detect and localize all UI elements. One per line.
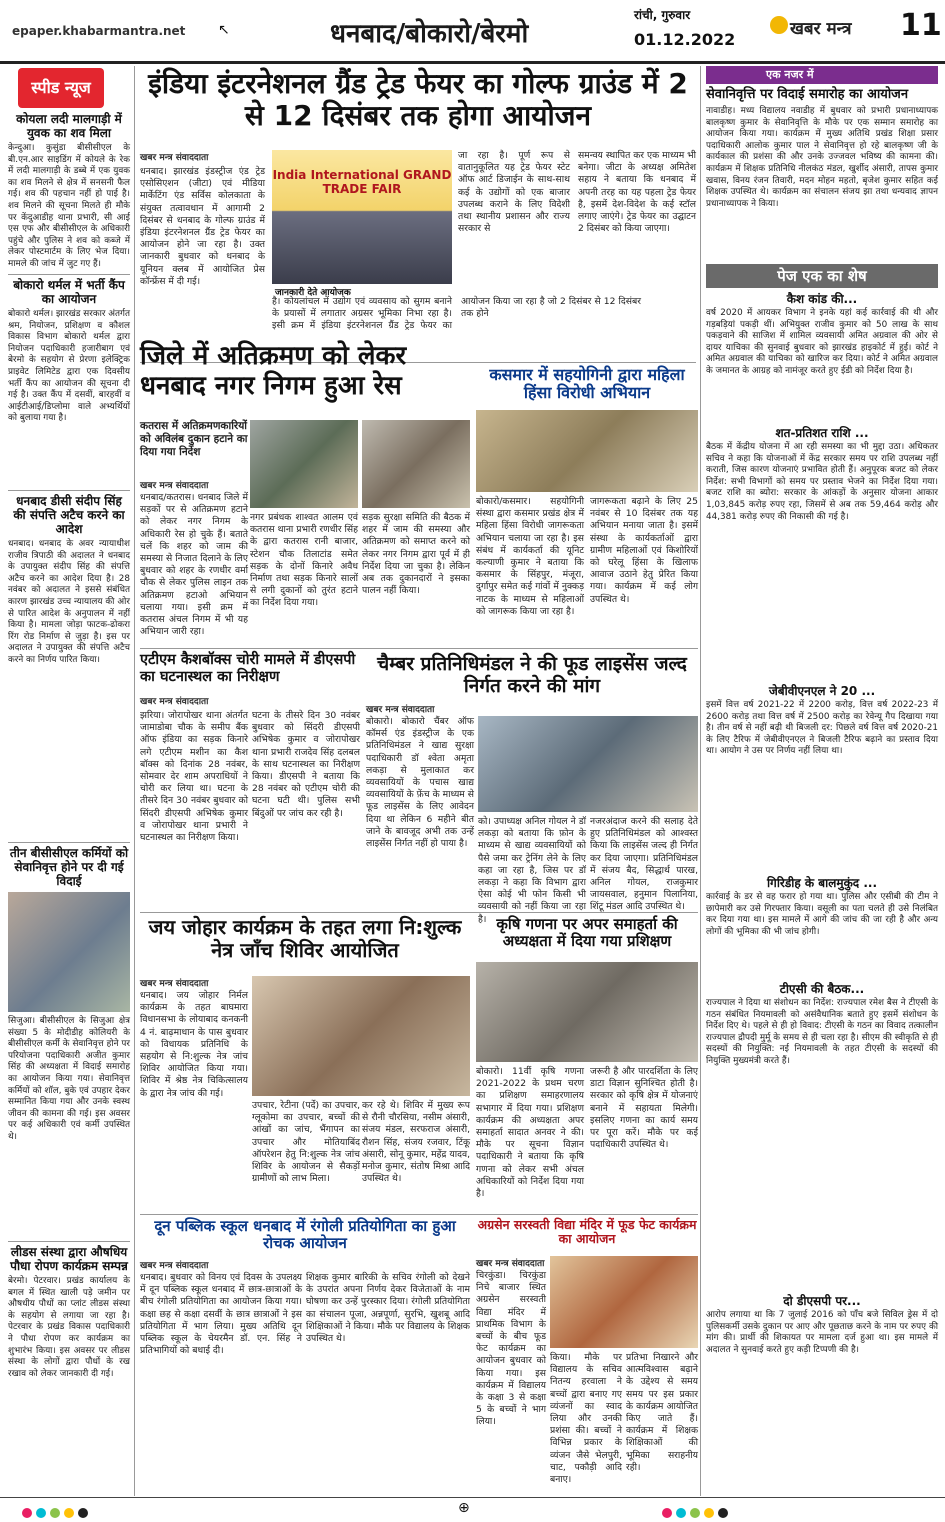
site-url[interactable]: epaper.khabarmantra.net <box>12 24 186 38</box>
color-registration-marks-left <box>20 1503 90 1513</box>
encroach-photo-left <box>250 420 358 508</box>
brief-text: धनबाद। धनबाद के अवर न्यायाधीश राजीव त्रिपाठी की अदालत ने धनबाद के उपायुक्त संदीप सिंह की संपत्ति अटैच करने का आदेश दिया है। 28 नवंबर को अदालत ने इससे संबंधित कारण झारखंड उच्च न्यायालय की ओर से पारित आदेश के अनुपालन में नहीं किया है। मामला जोड़ा फाटक-ढोकरा रिंग रोड निर्माण से जुड़ा है। इस पर अदालत ने उपायुक्त की संपत्ति अटैच करने का निर्णय पारित किया। <box>8 539 130 665</box>
brief-headline: लीडस संस्था द्वारा औषधिय पौधा रोपण कार्यक्रम सम्पन्न <box>10 1245 128 1273</box>
school-headline: दून पब्लिक स्कूल धनबाद में रंगोली प्रतियोगिता का हुआ रोचक आयोजन <box>154 1217 456 1253</box>
byline: खबर मन्त्र संवाददाता <box>140 481 209 491</box>
registration-dot <box>676 1508 686 1518</box>
story-text: धनबाद। झारखंड इंडस्ट्रीज एंड ट्रेड एसोसिएशन (जीटा) एवं मीडिया मार्केटिंग एंड सर्विस कोलकाता के संयुक्त तत्वावधान में आगामी 2 दिसंबर से धनबाद के गोल्फ ग्राउंड में इंडिया इंटरनेशनल ग्रैंड ट्रेड फेयर का आयोजन होने जा रहा है। उक्त जानकारी बुधवार को धनबाद के यूनियन क्लब में आयोजित प्रेस कॉन्फ्रेंस में दी गई। <box>140 166 265 287</box>
story-text: कर रहे थे। शिविर में मुख्य रूप से रौनी चौरसिया, नसीम अंसारी, संजय मंडल, सरफराज अंसारी, रौशन सिंह, संजय रजवार, टिंकू अंसारी, सोनू कुमार, महेंद्र यादव, मनोज कुमार, संतोष मिश्रा आदि उपस्थित थे। <box>362 1100 470 1185</box>
farewell-photo <box>8 892 130 1012</box>
story-text: किया। मौके पर विद्यालय के सचिव नितन्य हरवाला ने बच्चों द्वारा बनाए गए व्यंजनों का स्वाद लिया और उनकी प्रशंसा की। बच्चों ने विभिन्न प्रकार के व्यंजन जैसे भेलपुरी, चाट, पकौड़ी आदि बनाए। <box>550 1352 622 1486</box>
story-text: प्रतिभा निखारने और आत्मविश्वास बढ़ाने के उद्देश्य से समय समय पर इस प्रकार के कार्यक्रम आयोजित किए जाते हैं। कार्यक्रम में शिक्षक शिक्षिकाओं की भूमिका सराहनीय रही। <box>626 1352 698 1473</box>
brand-name: खबर मन्त्र <box>790 19 852 39</box>
brief-headline: कोयला लदी मालगाड़ी में युवक का शव मिला <box>16 112 122 140</box>
at-a-glance-tag: एक नजर में <box>706 66 938 84</box>
edition-date: 01.12.2022 <box>634 30 736 49</box>
story-text: नगर प्रबंधक शाश्वत आलम एवं कतरास थाना प्रभारी रणधीर सिंह के द्वारा कतरास रानी बाजार, स्टेशन चौक तिलाटांड समेत सड़क के दोनों किनारे अवैध निर्माण तथा सड़क किनारे सालों से लगी दुकानों को तुरंत हटाने का निर्देश दिया गया। <box>250 512 358 609</box>
registration-dot <box>662 1508 672 1518</box>
byline: खबर मन्त्र संवाददाता <box>366 705 435 715</box>
trade-fair-banner: India International GRAND TRADE FAIR <box>272 168 452 196</box>
atm-headline: एटीएम कैशबॉक्स चोरी मामले में डीएसपी का घटनास्थल का निरीक्षण <box>140 652 356 685</box>
top-story-headline: इंडिया इंटरनेशनल ग्रैंड ट्रेड फेयर का गोल्फ ग्राउंड में 2 से 12 दिसंबर तक होगा आयोजन <box>148 67 688 133</box>
encroach-subheadline: कतरास में अतिक्रमणकारियों को अविलंब दुकान हटाने का दिया गया निर्देश <box>140 420 248 458</box>
brief-headline: तीन बीसीसीएल कर्मियों को सेवानिवृत्त होने पर दी गई विदाई <box>9 846 129 888</box>
agrasen-headline: अग्रसेन सरस्वती विद्या मंदिर में फूड फेट कार्यक्रम का आयोजन <box>477 1217 697 1247</box>
edition-city-day: रांची, गुरुवार <box>634 8 691 22</box>
divider <box>700 66 701 1496</box>
continued-headline: जेबीवीएनएल ने 20 ... <box>768 684 876 698</box>
story-text: बोकारो। 11वीं कृषि गणना 2021-2022 के प्रथम चरण का प्रशिक्षण समाहरणालय सभागार में दिया गया। प्रशिक्षण कार्यक्रम की अध्यक्षता अपर समाहर्ता सादात अनवर ने की। मौके पर सूचना विज्ञान पदाधिकारी ने बताया कि कृषि गणना को लेकर सभी अंचल अधिकारियों को निर्देश दिया गया है। <box>476 1066 584 1200</box>
kasmar-photo <box>476 410 698 492</box>
crosshair-icon: ⊕ <box>458 1500 470 1516</box>
brief-text: बेरमो। पेटरवार। प्रखंड कार्यालय के बगल में स्थित खाली पड़े जमीन पर औषधीय पौधों का प्लांट लीडस संस्था के सहयोग से लगाया जा रहा है। पेटरवार के प्रखंड विकास पदाधिकारी ने पौधा रोपण कर कार्यक्रम का शुभारंभ किया। इस अवसर पर लीडस संस्था के लोगों द्वारा पौधों के रख रखाव को लेकर जानकारी दी गई। <box>8 1276 130 1379</box>
story-text: धनबाद। जय जोहार निर्मल कार्यक्रम के तहत बाघमारा विधानसभा के लोयाबाद कनकनी 4 नं. बाढ़माधान के पास बुधवार को विधायक प्रतिनिधि के सहयोग से नि:शुल्क नेत्र जांच शिविर आयोजित किया गया। शिविर में श्रेष्ठ नेत्र चिकित्सालय के द्वारा नेत्र जांच की गई। <box>140 990 248 1099</box>
story-text: बोकारो/कसमार। सहयोगिनी संस्था द्वारा कसमार प्रखंड क्षेत्र में महिला हिंसा विरोधी जागरूकता अभियान चलाया जा रहा है। इस संबंध में कार्यकर्ता की यूनिट कल्याणी कुमार ने बताया कि कसमार के सिंहपुर, मंजूरा, दुर्गापुर समेत कई गांवों में नुक्कड़ नाटक के माध्यम से महिलाओं को जागरूक किया जा रहा है। <box>476 496 584 617</box>
continued-headline: शत-प्रतिशत राशि ... <box>775 426 869 440</box>
registration-dot <box>36 1508 46 1518</box>
story-text: झरिया। जोरापोखर थाना अंतर्गत जामाडोबा चौक के समीप बैंक ऑफ इंडिया का सड़क किनारे लगे एटीएम मशीन का कैश बॉक्स को दिनांक 28 नवंबर, सोमवार देर शाम अपराधियों ने चोरी कर लिया था। घटना के तीसरे दिन 30 नवंबर बुधवार को सिंदरी डीएसपी अभिषेक कुमार व जोरापोखर थाना प्रभारी ने घटनास्थल का निरीक्षण किया। <box>140 710 248 844</box>
registration-dot <box>690 1508 700 1518</box>
story-text: है। कोयलांचल में उद्योग एवं व्यवसाय को सुगम बनाने के प्रयासों में लगातार अग्रसर भूमिका निभा रहा है। इसी क्रम में इंडिया इंटरनेशनल ग्रैंड ट्रेड फेयर का आयोजन किया जा रहा है जो 2 दिसंबर से 12 दिसंबर तक होने <box>272 296 641 332</box>
story-text: उपचार, रेटीना (पर्दे) का उपचार, ग्लूकोमा का उपचार, बच्चों की आंखों का जांच, भैंगापन का उपचार और मोतियाबिंद ऑपरेशन हेतु नि:शुल्क नेत्र जांच शिविर के आयोजन से सैकड़ों ग्रामीणों को लाभ मिला। <box>252 1100 360 1185</box>
registration-dot <box>78 1508 88 1518</box>
story-text: को। उपाध्यक्ष अनिल गोयल ने डॉ लकड़ा को बताया कि फ़ोन के माध्यम से खाद्य व्यवसायियों को पैसे जमा कर ट्रेनिंग लेने के लिए कहा जा रहा है, जिस पर डॉ लकड़ा ने कहा कि विभाग द्वारा ऐसा कोई भी फोन किसी भी व्यवसायी को नहीं किया जा रहा है। <box>478 816 586 925</box>
registration-dot <box>64 1508 74 1518</box>
encroach-photo-right <box>362 420 470 508</box>
story-text: धनबाद। बुधवार को विनय एवं दिवस के उपलक्ष्य में दून पब्लिक स्कूल धनबाद में छात्र-छात्राओं के बीच रंगोली प्रतियोगिता का आयोजन किया गया। कक्षा छह से कक्षा दसवीं के छात्र छात्राओं ने इस प्रतियोगिता में भाग लिया। मुख्य अतिथि दून पब्लिक स्कूल के चेयरमैन डॉ. एन. सिंह ने प्रतिभागियों को बधाई दी। <box>140 1272 302 1357</box>
continued-text: राज्यपाल ने दिया था संशोधन का निर्देश: राज्यपाल रमेश बैस ने टीएसी के गठन संबंधित नियमावली को असंवैधानिक बताते हुए इसमें संशोधन के निर्देश दिए थे। पहले से ही हो विवाद: टीएसी के गठन का विवाद तत्कालीन राज्यपाल द्रौपदी मुर्मू के समय से ही चला रहा है। सीएम की स्वीकृति से ही सदस्यों की नियुक्ति: नई नियमावली के तहत टीएसी के सदस्यों की नियुक्ति मुख्यमंत्री करते हैं। <box>706 998 938 1066</box>
photo-caption: जानकारी देते आयोजक <box>272 284 354 299</box>
speed-news-badge: स्पीड न्यूज <box>18 68 104 108</box>
right-headline: सेवानिवृत्ति पर विदाई समारोह का आयोजन <box>706 87 909 102</box>
continued-headline: गिरिडीह के बालमुकुंद ... <box>766 876 878 890</box>
eye-camp-headline: जय जोहार कार्यक्रम के तहत लगा नि:शुल्क नेत्र जाँच शिविर आयोजित <box>148 915 462 962</box>
story-text: बोकारो। बोकारो चैंबर ऑफ कॉमर्स एंड इंडस्ट्रीज के एक प्रतिनिधिमंडल ने खाद्य सुरक्षा पदाधिकारी डॉ श्वेता अमृता लकड़ा से मुलाकात कर व्यवसायियों के पचास खाद्य व्यवसायियों के फ़ेंच के माध्यम से फूड लाइसेंस के लिए आवेदन दिया था लेकिन 6 महीने बीत जाने के बावजूद अभी तक उन्हें लाइसेंस निर्गत नहीं हो पाया है। <box>366 716 474 850</box>
masthead <box>0 0 945 64</box>
continued-headline: दो डीएसपी पर... <box>783 1294 861 1308</box>
byline: खबर मन्त्र संवाददाता <box>140 697 209 707</box>
color-registration-marks-right <box>660 1503 730 1513</box>
story-text: नजरअंदाज करने की सलाह देते हुए प्रतिनिधिमंडल को आश्वस्त किया कि लाइसेंस जल्द ही निर्गत कर दिया जाएगा। प्रतिनिधिमंडल में संजय बैद, सिद्धार्थ पारख, अनिल गोयल, राजकुमार जायसवाल, हनुमान पिलानिया, शिंटू मंडल आदि उपस्थित थे। <box>590 816 698 913</box>
story-text: जा रहा है। पूर्ण रूप से वातानुकूलित यह ट्रेड फेयर स्टेट ऑफ आर्ट डिजाईन के साथ-साथ कई के उद्योगों को एक बाजार उपलब्ध कराने के लिए विदेशी तथा स्थानीय प्रशासन और राज्य सरकार से <box>458 150 570 235</box>
right-text: नावाडीह। मध्य विद्यालय नवाडीह में बुधवार को प्रभारी प्रधानाध्यापक बालकृष्ण कुमार के सेवानिवृत्ति के मौके पर एक सम्मान समारोह का आयोजन किया गया। कार्यक्रम में मुख्य अतिथि प्रखंड शिक्षा प्रसार पदाधिकारी आलोक कुमार पाल ने सेवानिवृत्त हो रहे बालकृष्ण जी के कार्यकाल की प्रशंसा की और उनके उज्जवल भविष्य की कामना की। कार्यक्रम में शिक्षक प्रतिनिधि नीलकंठ मंडल, खुर्शीद अंसारी, तापस कुमार खवास, विनय रंजन तिवारी, मदन मोहन महतो, बृजेश कुमार सहित कई शिक्षक उपस्थित थे। कार्यक्रम का संचालन संजय झा तथा धन्यवाद ज्ञापन प्रधानाध्यापक ने किया। <box>706 106 938 209</box>
brief-text: सिजुआ। बीसीसीएल के सिजुआ क्षेत्र संख्या 5 के मोदीडीह कोलियरी के बीसीसीएल कर्मी के सेवानिवृत्त होने पर परियोजना पदाधिकारी अजीत कुमार सिंह की अध्यक्षता में विदाई समारोह का आयोजन किया गया। सेवानिवृत्त कर्मियों को शॉल, बुके एवं उपहार देकर सम्मानित किया गया और उनके स्वस्थ जीवन की कामना की गई। इस अवसर पर कई अधिकारी एवं कर्मी उपस्थित थे। <box>8 1016 130 1142</box>
brief-text: बोकारो थर्मल। झारखंड सरकार अंतर्गत श्रम, नियोजन, प्रशिक्षण व कौशल विकास विभाग बोकारो थर्मल द्वारा नियोजन पदाधिकारी हजारीबाग एवं बेरमो के सहयोग से प्रेरणा इलेक्ट्रिक प्राइवेट लिमिटेड द्वारा एक दिवसीय भर्ती कैंप का आयोजन की सूचना दी गई है। उक्त कैंप में दसवीं, बारहवीं व आईटीआई/डिप्लोमा वाले अभ्यर्थियों को बुलाया गया है। <box>8 309 130 424</box>
krishi-headline: कृषि गणना पर अपर समाहर्ता की अध्यक्षता में दिया गया प्रशिक्षण <box>496 915 678 951</box>
section-title: धनबाद/बोकारो/बेरमो <box>330 19 529 49</box>
continued-text: कार्रवाई के डर से वह फरार हो गया था। पुलिस और एसीबी की टीम ने छापेमारी कर उसे गिरफ्तार किया। वसूली का पता चलते ही उसे निलंबित कर दिया गया था। इस मामले में आगे की जांच की जा रही है और अन्य लोगों की भूमिका की भी जांच होगी। <box>706 892 938 937</box>
continued-text: बैठक में केंद्रीय योजना में आ रही समस्या का भी मुद्दा उठा। अधिकतर सचिव ने कहा कि योजनाओं में केंद्र सरकार समय पर राशि उपलब्ध नहीं कराती, जिस कारण योजनाएं प्रभावित होती हैं। अनुपूरक बजट को लेकर निर्देश: सभी विभागों को समय पर प्रस्ताव भेजने का निर्देश दिया गया। बजट राशि का ब्योरा: सरकार के आंकड़ों के अनुसार योजना आकार 1,03,845 करोड़ रुपए रहा, जिसमें से अब तक 59,464 करोड़ और 44,381 करोड़ रुपए की निकासी की गई है। <box>706 442 938 522</box>
krishi-photo <box>476 962 698 1062</box>
left-news-column <box>8 112 130 1497</box>
story-text: सड़क सुरक्षा समिति की बैठक में शहर में जाम की समस्या और अतिक्रमण को समाप्त करने को लेकर नगर निगम द्वारा पूर्व में ही निर्देश दिया जा चुका है। लेकिन अब तक दुकानदारों ने इसका पालन नहीं किया। <box>362 512 470 597</box>
continued-box-title: पेज एक का शेष <box>706 264 938 288</box>
continued-text: इसमें वित्त वर्ष 2021-22 में 2200 करोड़, वित्त वर्ष 2022-23 में 2600 करोड़ तथा वित्त वर्ष में 2500 करोड़ का रेवेन्यू गैप दिखाया गया है। तीन वर्ष से नहीं बढ़ी थी बिजली दर: पिछले वर्ष वित्त वर्ष 2020-21 के लिए टैरिफ में जेबीवीएनएल ने बिजली टैरिफ बढ़ाने का प्रस्ताव दिया था। आयोग ने उस पर निर्णय नहीं लिया था। <box>706 700 938 757</box>
registration-dot <box>718 1508 728 1518</box>
encroach-headline: जिले में अतिक्रमण को लेकर धनबाद नगर निगम हुआ रेस <box>140 341 407 401</box>
continued-headline: टीएसी की बैठक... <box>779 982 865 996</box>
chamber-photo <box>478 716 698 812</box>
page-number: 11 <box>900 8 942 43</box>
chamber-headline: चैम्बर प्रतिनिधिमंडल ने की फूड लाइसेंस जल्द निर्गत करने की मांग <box>377 653 687 697</box>
brief-headline: बोकारो थर्मल में भर्ती कैंप का आयोजन <box>13 278 125 306</box>
byline: खबर मन्त्र संवाददाता <box>140 1261 209 1271</box>
story-text: समन्वय स्थापित कर एक माध्यम भी बनेगा। जीटा के अध्यक्ष अमितेश सहाय ने बताया कि धनबाद में अपनी तरह का यह पहला ट्रेड फेयर है, इसमें देश-विदेश के कई स्टॉल लगाए जाएंगे। ट्रेड फेयर का उद्घाटन 2 दिसंबर को किया जाएगा। <box>578 150 696 235</box>
story-text: घटना के तीसरे दिन 30 नवंबर बुधवार को सिंदरी डीएसपी अभिषेक कुमार व जोरापोखर थाना प्रभारी राजदेव सिंह दलबल के साथ घटनास्थल का निरीक्षण किया। डीएसपी ने बताया कि 28 नवंबर को एटीएम चोरी की घटना घटी थी। पुलिस सभी बिंदुओं पर जांच कर रही है। <box>252 710 360 819</box>
continued-text: आरोप लगाया था कि 7 जुलाई 2016 को पाँच बजे सिविल ड्रेस में दो पुलिसकर्मी उसके दुकान पर आए और पूछताछ करने के नाम पर रुपए की मांग की। प्रार्थी की शिकायत पर मामला दर्ज हुआ था। इस मामले में अदालत ने सुनवाई करते हुए कड़ी टिप्पणी की है। <box>706 1310 938 1355</box>
registration-dot <box>50 1508 60 1518</box>
byline: खबर मन्त्र संवाददाता <box>140 153 209 163</box>
trade-fair-photo <box>272 150 452 284</box>
byline: खबर मन्त्र संवाददाता <box>140 979 209 989</box>
brief-headline: धनबाद डीसी संदीप सिंह की संपत्ति अटैच करने का आदेश <box>13 494 125 536</box>
story-text: धनबाद/कतरास। धनबाद जिले में सड़कों पर से अतिक्रमण हटाने को लेकर नगर निगम के अधिकारी रेस हो चुके हैं। बताते चलें कि शहर को जाम की समस्या से निजात दिलाने के लिए बुधवार को शहर के रणधीर वर्मा चौक से लेकर पुलिस लाइन तक अतिक्रमण हटाओ अभियान चलाया गया। इसी क्रम में कतरास अंचल निगम में भी यह अभियान जारी रहा। <box>140 492 248 638</box>
continued-stories <box>706 292 938 1497</box>
cursor-icon: ↖ <box>218 22 230 38</box>
registration-dot <box>704 1508 714 1518</box>
continued-text: वर्ष 2020 में आयकर विभाग ने इनके यहां कई कार्रवाई की थी और गड़बड़ियां पकड़ी थीं। अभियुक्त राजीव कुमार को 50 लाख के साथ पकड़वाने की साजिश में शामिल व्यवसायी अमित अग्रवाल की ओर से दायर याचिका की सुनवाई बुधवार को झारखंड हाइकोर्ट में हुई। कोर्ट ने अमित अग्रवाल की याचिका को खारिज कर दिया। कोर्ट ने अमित अग्रवाल के जमानत के आग्रह को नामंजूर करते हुए ईडी को निर्देश दिया है। <box>706 308 938 376</box>
continued-headline: कैश कांड की... <box>786 292 858 306</box>
kasmar-headline: कसमार में सहयोगिनी द्वारा महिला हिंसा विरोधी अभियान <box>489 365 685 403</box>
registration-dot <box>22 1508 32 1518</box>
story-text: जरूरी है और पारदर्शिता के लिए डाटा विज्ञान सुनिश्चित होती है। सरकार को कृषि क्षेत्र में योजनाएं बनाने में सहायता मिलेगी। इसलिए गणना का कार्य समय पर पूरा करें। मौके पर कई पदाधिकारी उपस्थित थे। <box>590 1066 698 1151</box>
story-text: चिरकुंडा। चिरकुंडा निचे बाजार स्थित अग्रसेन सरस्वती विद्या मंदिर में प्राथमिक विभाग के बच्चों के बीच फूड फेट कार्यक्रम का आयोजन बुधवार को किया गया। इस कार्यक्रम में विद्यालय के कक्षा 3 से कक्षा 5 के बच्चों ने भाग लिया। <box>476 1270 546 1428</box>
story-text: जागरूकता बढ़ाने के लिए 25 नवंबर से 10 दिसंबर तक यह अभियान मनाया जाता है। इसमें संस्था के कार्यकर्ताओं द्वारा ग्रामीण महिलाओं एवं किशोरियों को घरेलू हिंसा के खिलाफ आवाज उठाने हेतु प्रेरित किया गया। कार्यक्रम में कई लोग उपस्थित थे। <box>590 496 698 605</box>
byline: खबर मन्त्र संवाददाता <box>476 1259 545 1269</box>
eye-camp-photo <box>252 976 470 1096</box>
divider <box>134 66 135 1496</box>
story-text: शिक्षक कुमार बारिकी के सचिव रंगोली को देखने के उपरांत अपना निर्णय देकर विजेताओं के नाम घोषणा कर उन्हें पुरस्कार दिया। रंगोली प्रतियोगिता का संचालन पूजा, अन्नपूर्णा, सुरभि, खुशबू आदि शिक्षिकाओं ने किया। मौके पर विद्यालय के शिक्षक उपस्थित थे। <box>306 1272 470 1345</box>
brand-logo-icon <box>770 16 788 34</box>
agrasen-photo <box>550 1256 698 1348</box>
brief-text: केन्दुआ। कुसुंडा बीसीसीएल के बी.एन.आर साइडिंग में कोयले के रेक में लदी मालगाड़ी के डब्बे में एक युवक का शव मिलने से क्षेत्र में सनसनी फैल गई। शव की पहचान नहीं हो पाई है। शव मिलने की सूचना मिलते ही मौके पर केंदुआडीह थाना प्रभारी, सी आई एस एफ और बीसीसीएल के अधिकारी पहुंचे और पुलिस ने शव को कब्जे में लेकर पोस्टमार्टम के लिए भेज दिया। मामले की जांच में जुट गए हैं। <box>8 143 130 269</box>
